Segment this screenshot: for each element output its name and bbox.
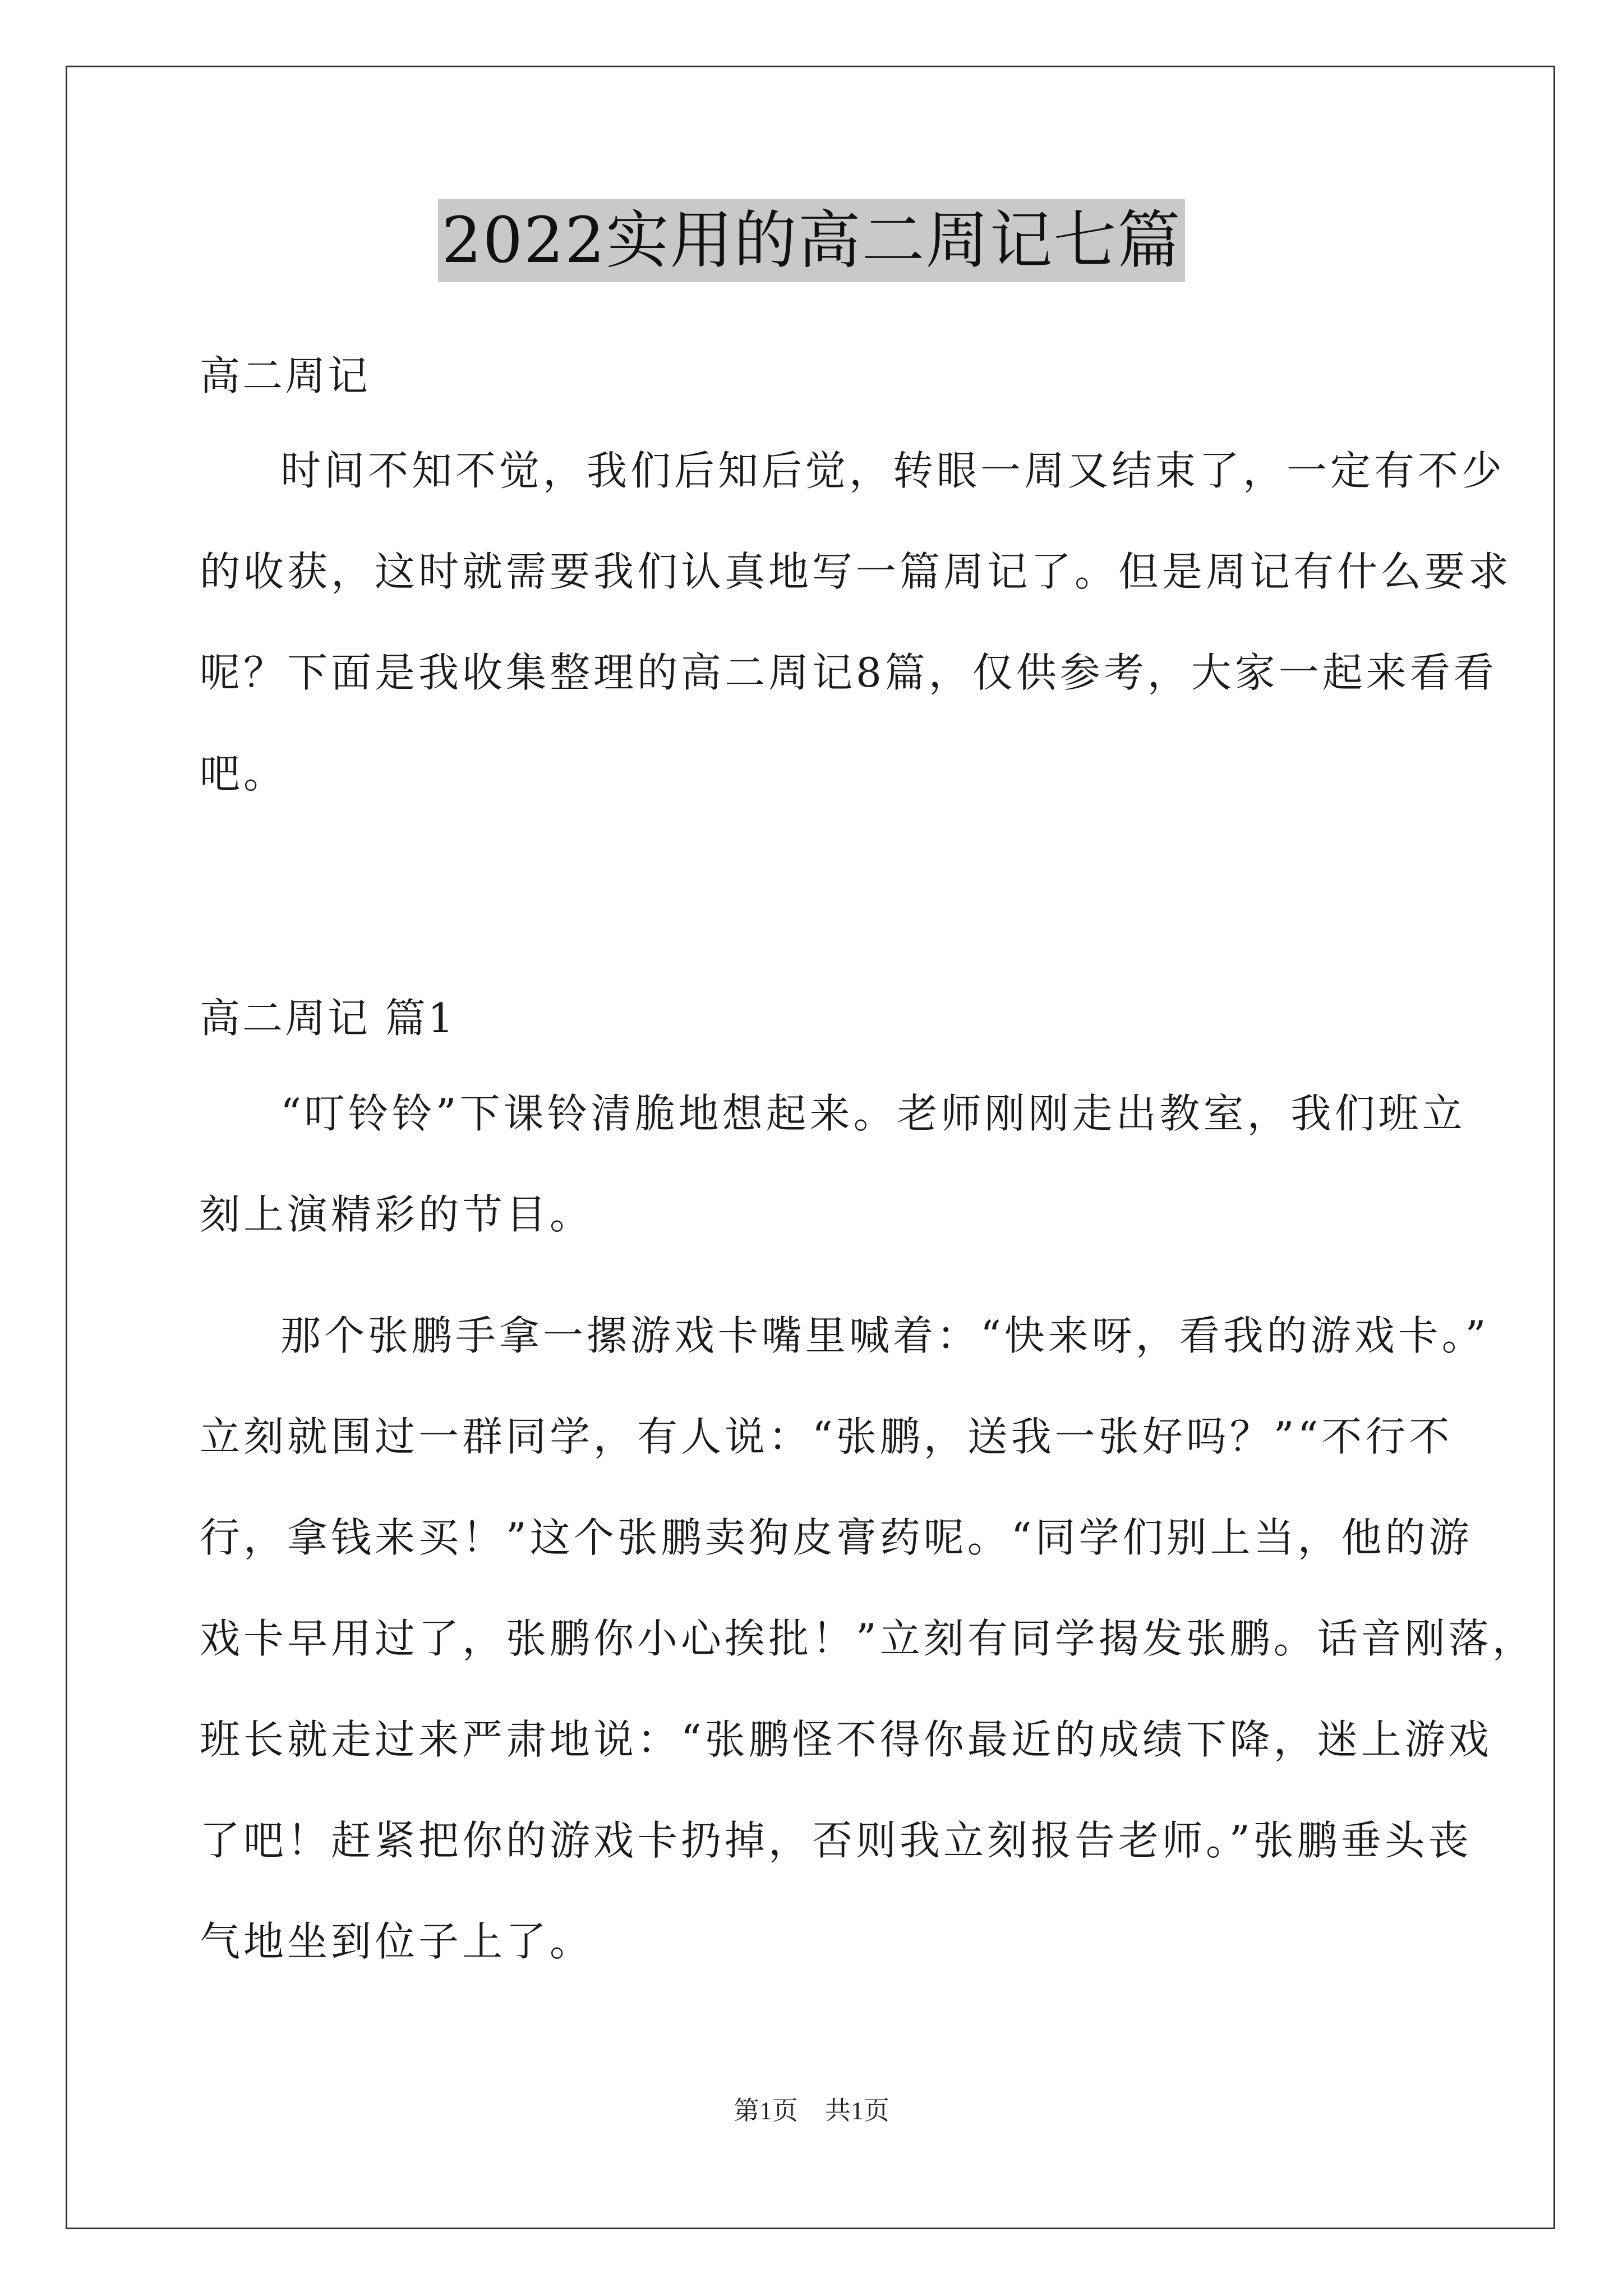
paragraph-line: 了吧！赶紧把你的游戏卡扔掉，否则我立刻报告老师。”张鹏垂头丧 (200, 1817, 1472, 1864)
page-total: 共1页 (825, 2096, 889, 2125)
paragraph-line: 刻上演精彩的节目。 (200, 1191, 594, 1238)
paragraph-line: 班长就走过来严肃地说：“张鹏怪不得你最近的成绩下降，迷上游戏 (200, 1716, 1492, 1763)
paragraph-line: 呢？下面是我收集整理的高二周记8篇，仅供参考，大家一起来看看 (200, 649, 1497, 696)
paragraph-line: 戏卡早用过了，张鹏你小心挨批！”立刻有同学揭发张鹏。话音刚落， (200, 1615, 1536, 1662)
part-1-paragraph-2 (200, 1310, 1536, 2017)
paragraph-line: 立刻就围过一群同学，有人说：“张鹏，送我一张好吗？”“不行不 (200, 1413, 1453, 1460)
part-1-paragraph-1 (200, 1088, 1466, 1290)
paragraph-line: 时间不知不觉，我们后知后觉，转眼一周又结束了，一定有不少 (280, 447, 1506, 494)
document-title: 2022实用的高二周记七篇 (438, 199, 1184, 282)
intro-paragraph (200, 445, 1513, 849)
paragraph-line: 的收获，这时就需要我们认真地写一篇周记了。但是周记有什么要求 (200, 548, 1513, 595)
title-wrap (0, 199, 1623, 282)
paragraph-line: 那个张鹏手拿一摞游戏卡嘴里喊着：“快来呀，看我的游戏卡。” (280, 1312, 1490, 1359)
page-number: 第1页 (734, 2096, 798, 2125)
paragraph-line: “叮铃铃”下课铃清脆地想起来。老师刚刚走出教室，我们班立 (280, 1090, 1466, 1137)
page-footer (0, 2095, 1623, 2127)
section-heading-part-1: 高二周记 篇1 (200, 995, 456, 1042)
paragraph-line: 行，拿钱来买！”这个张鹏卖狗皮膏药呢。“同学们别上当，他的游 (200, 1514, 1473, 1561)
paragraph-line: 吧。 (200, 750, 288, 797)
section-heading-intro: 高二周记 (200, 352, 371, 399)
paragraph-line: 气地坐到位子上了。 (200, 1918, 594, 1965)
